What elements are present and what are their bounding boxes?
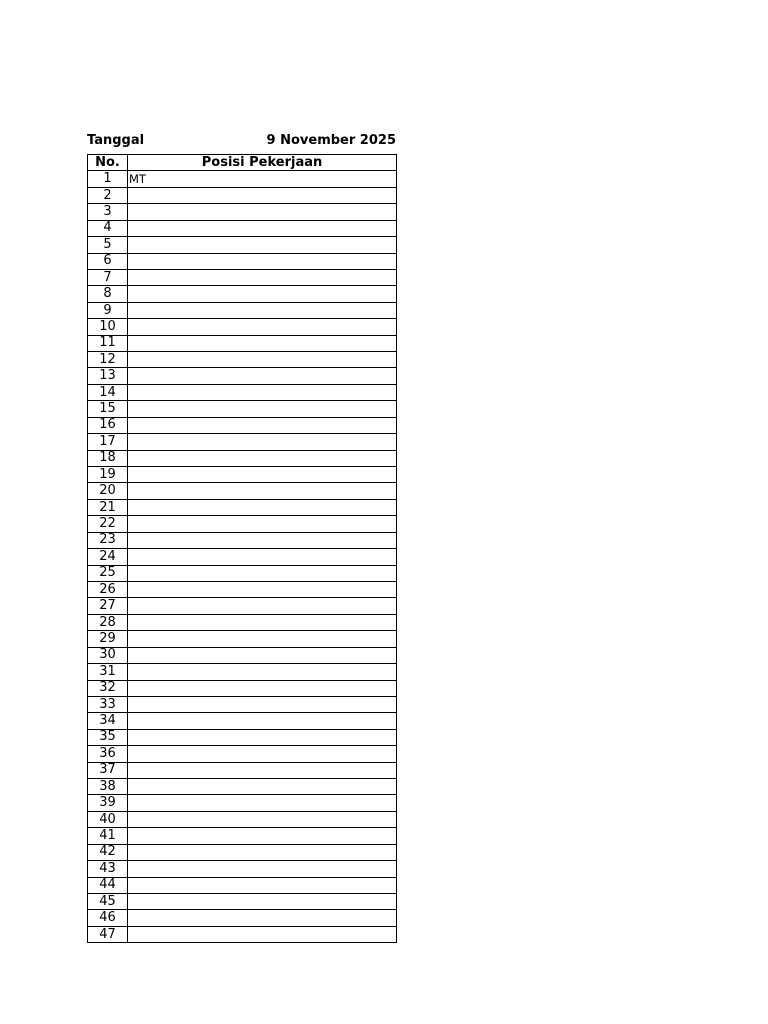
table-row: [88, 532, 397, 548]
row-number-cell: 35: [88, 729, 128, 745]
position-cell[interactable]: [128, 926, 397, 942]
row-number-cell: 34: [88, 713, 128, 729]
row-number-cell: 44: [88, 877, 128, 893]
table-row: [88, 499, 397, 515]
row-number-cell: 18: [88, 450, 128, 466]
row-number-cell: 3: [88, 204, 128, 220]
row-number-cell: 39: [88, 795, 128, 811]
table-row: [88, 779, 397, 795]
position-cell[interactable]: [128, 713, 397, 729]
position-cell[interactable]: [128, 286, 397, 302]
row-number-cell: 21: [88, 499, 128, 515]
row-number-cell: 11: [88, 335, 128, 351]
table-row: [88, 450, 397, 466]
position-cell[interactable]: [128, 335, 397, 351]
table-row: [88, 352, 397, 368]
date-label: Tanggal: [87, 133, 145, 148]
row-number-cell: 36: [88, 746, 128, 762]
position-cell[interactable]: [128, 581, 397, 597]
table-row: [88, 795, 397, 811]
row-number-cell: 14: [88, 384, 128, 400]
row-number-cell: 43: [88, 861, 128, 877]
table-row: [88, 187, 397, 203]
row-number-cell: 13: [88, 368, 128, 384]
table-row: [88, 844, 397, 860]
row-number-cell: 12: [88, 352, 128, 368]
position-cell[interactable]: [128, 729, 397, 745]
table-row: [88, 877, 397, 893]
position-cell[interactable]: [128, 532, 397, 548]
table-header-row: [88, 155, 397, 171]
row-number-cell: 37: [88, 762, 128, 778]
row-number-cell: 41: [88, 828, 128, 844]
position-cell[interactable]: [128, 844, 397, 860]
table-row: [88, 680, 397, 696]
position-cell[interactable]: [128, 893, 397, 909]
position-cell[interactable]: [128, 828, 397, 844]
row-number-cell: 6: [88, 253, 128, 269]
row-number-cell: 24: [88, 549, 128, 565]
position-cell[interactable]: [128, 220, 397, 236]
position-cell[interactable]: [128, 483, 397, 499]
position-cell[interactable]: [128, 811, 397, 827]
position-cell[interactable]: [128, 861, 397, 877]
position-cell[interactable]: [128, 598, 397, 614]
position-cell[interactable]: [128, 680, 397, 696]
position-cell[interactable]: [128, 237, 397, 253]
position-cell[interactable]: [128, 762, 397, 778]
position-cell[interactable]: [128, 647, 397, 663]
row-number-cell: 40: [88, 811, 128, 827]
position-cell[interactable]: [128, 434, 397, 450]
row-number-cell: 20: [88, 483, 128, 499]
table-row: [88, 335, 397, 351]
table-row: [88, 483, 397, 499]
row-number-cell: 47: [88, 926, 128, 942]
position-cell[interactable]: [128, 319, 397, 335]
row-number-cell: 15: [88, 401, 128, 417]
row-number-cell: 38: [88, 779, 128, 795]
table-row: [88, 467, 397, 483]
table-row: [88, 286, 397, 302]
table-row: [88, 401, 397, 417]
table-row: [88, 861, 397, 877]
position-cell[interactable]: [128, 696, 397, 712]
date-value: 9 November 2025: [266, 133, 396, 148]
position-cell[interactable]: [128, 467, 397, 483]
position-cell[interactable]: [128, 450, 397, 466]
table-row: [88, 910, 397, 926]
table-row: [88, 926, 397, 942]
table-row: [88, 647, 397, 663]
position-cell[interactable]: [128, 877, 397, 893]
table-row: [88, 384, 397, 400]
row-number-cell: 25: [88, 565, 128, 581]
position-cell[interactable]: [128, 401, 397, 417]
row-number-cell: 1: [88, 171, 128, 187]
job-position-table: [87, 154, 397, 943]
position-cell[interactable]: [128, 269, 397, 285]
table-row: [88, 828, 397, 844]
row-number-cell: 45: [88, 893, 128, 909]
table-row: [88, 220, 397, 236]
row-number-cell: 27: [88, 598, 128, 614]
row-number-cell: 28: [88, 614, 128, 630]
row-number-cell: 32: [88, 680, 128, 696]
row-number-cell: 8: [88, 286, 128, 302]
table-row: [88, 762, 397, 778]
date-header: [87, 133, 396, 149]
column-header-position: Posisi Pekerjaan: [128, 155, 397, 171]
position-cell[interactable]: [128, 516, 397, 532]
position-cell[interactable]: [128, 631, 397, 647]
table-row: [88, 516, 397, 532]
position-cell[interactable]: [128, 910, 397, 926]
table-row: [88, 729, 397, 745]
table-row: [88, 549, 397, 565]
position-cell[interactable]: [128, 368, 397, 384]
position-cell[interactable]: [128, 302, 397, 318]
position-cell[interactable]: [128, 187, 397, 203]
table-row: [88, 614, 397, 630]
row-number-cell: 10: [88, 319, 128, 335]
position-cell[interactable]: MT: [128, 171, 397, 187]
position-cell[interactable]: [128, 204, 397, 220]
row-number-cell: 4: [88, 220, 128, 236]
row-number-cell: 9: [88, 302, 128, 318]
row-number-cell: 22: [88, 516, 128, 532]
table-row: [88, 319, 397, 335]
table-row: [88, 368, 397, 384]
table-row: [88, 631, 397, 647]
table-row: [88, 565, 397, 581]
position-cell[interactable]: [128, 614, 397, 630]
position-cell[interactable]: [128, 565, 397, 581]
table-row: [88, 417, 397, 433]
position-cell[interactable]: [128, 779, 397, 795]
table-row: [88, 696, 397, 712]
row-number-cell: 7: [88, 269, 128, 285]
table-row: [88, 811, 397, 827]
row-number-cell: 16: [88, 417, 128, 433]
table-row: [88, 204, 397, 220]
row-number-cell: 17: [88, 434, 128, 450]
table-row: [88, 713, 397, 729]
table-row: [88, 581, 397, 597]
column-header-no: No.: [88, 155, 128, 171]
position-cell[interactable]: [128, 384, 397, 400]
table-row: [88, 269, 397, 285]
row-number-cell: 29: [88, 631, 128, 647]
position-cell[interactable]: [128, 549, 397, 565]
position-cell[interactable]: [128, 664, 397, 680]
table-row: [88, 302, 397, 318]
table-row: [88, 664, 397, 680]
row-number-cell: 23: [88, 532, 128, 548]
table-row: [88, 237, 397, 253]
row-number-cell: 30: [88, 647, 128, 663]
row-number-cell: 2: [88, 187, 128, 203]
table-body: [88, 171, 397, 943]
position-cell[interactable]: [128, 253, 397, 269]
position-cell[interactable]: [128, 417, 397, 433]
position-cell[interactable]: [128, 746, 397, 762]
table-row: [88, 434, 397, 450]
row-number-cell: 19: [88, 467, 128, 483]
row-number-cell: 26: [88, 581, 128, 597]
row-number-cell: 31: [88, 664, 128, 680]
position-cell[interactable]: [128, 352, 397, 368]
position-cell[interactable]: [128, 795, 397, 811]
table-row: [88, 598, 397, 614]
row-number-cell: 46: [88, 910, 128, 926]
table-row: [88, 253, 397, 269]
table-row: [88, 746, 397, 762]
table-row: [88, 893, 397, 909]
position-cell[interactable]: [128, 499, 397, 515]
table-row: [88, 171, 397, 187]
row-number-cell: 5: [88, 237, 128, 253]
row-number-cell: 33: [88, 696, 128, 712]
row-number-cell: 42: [88, 844, 128, 860]
